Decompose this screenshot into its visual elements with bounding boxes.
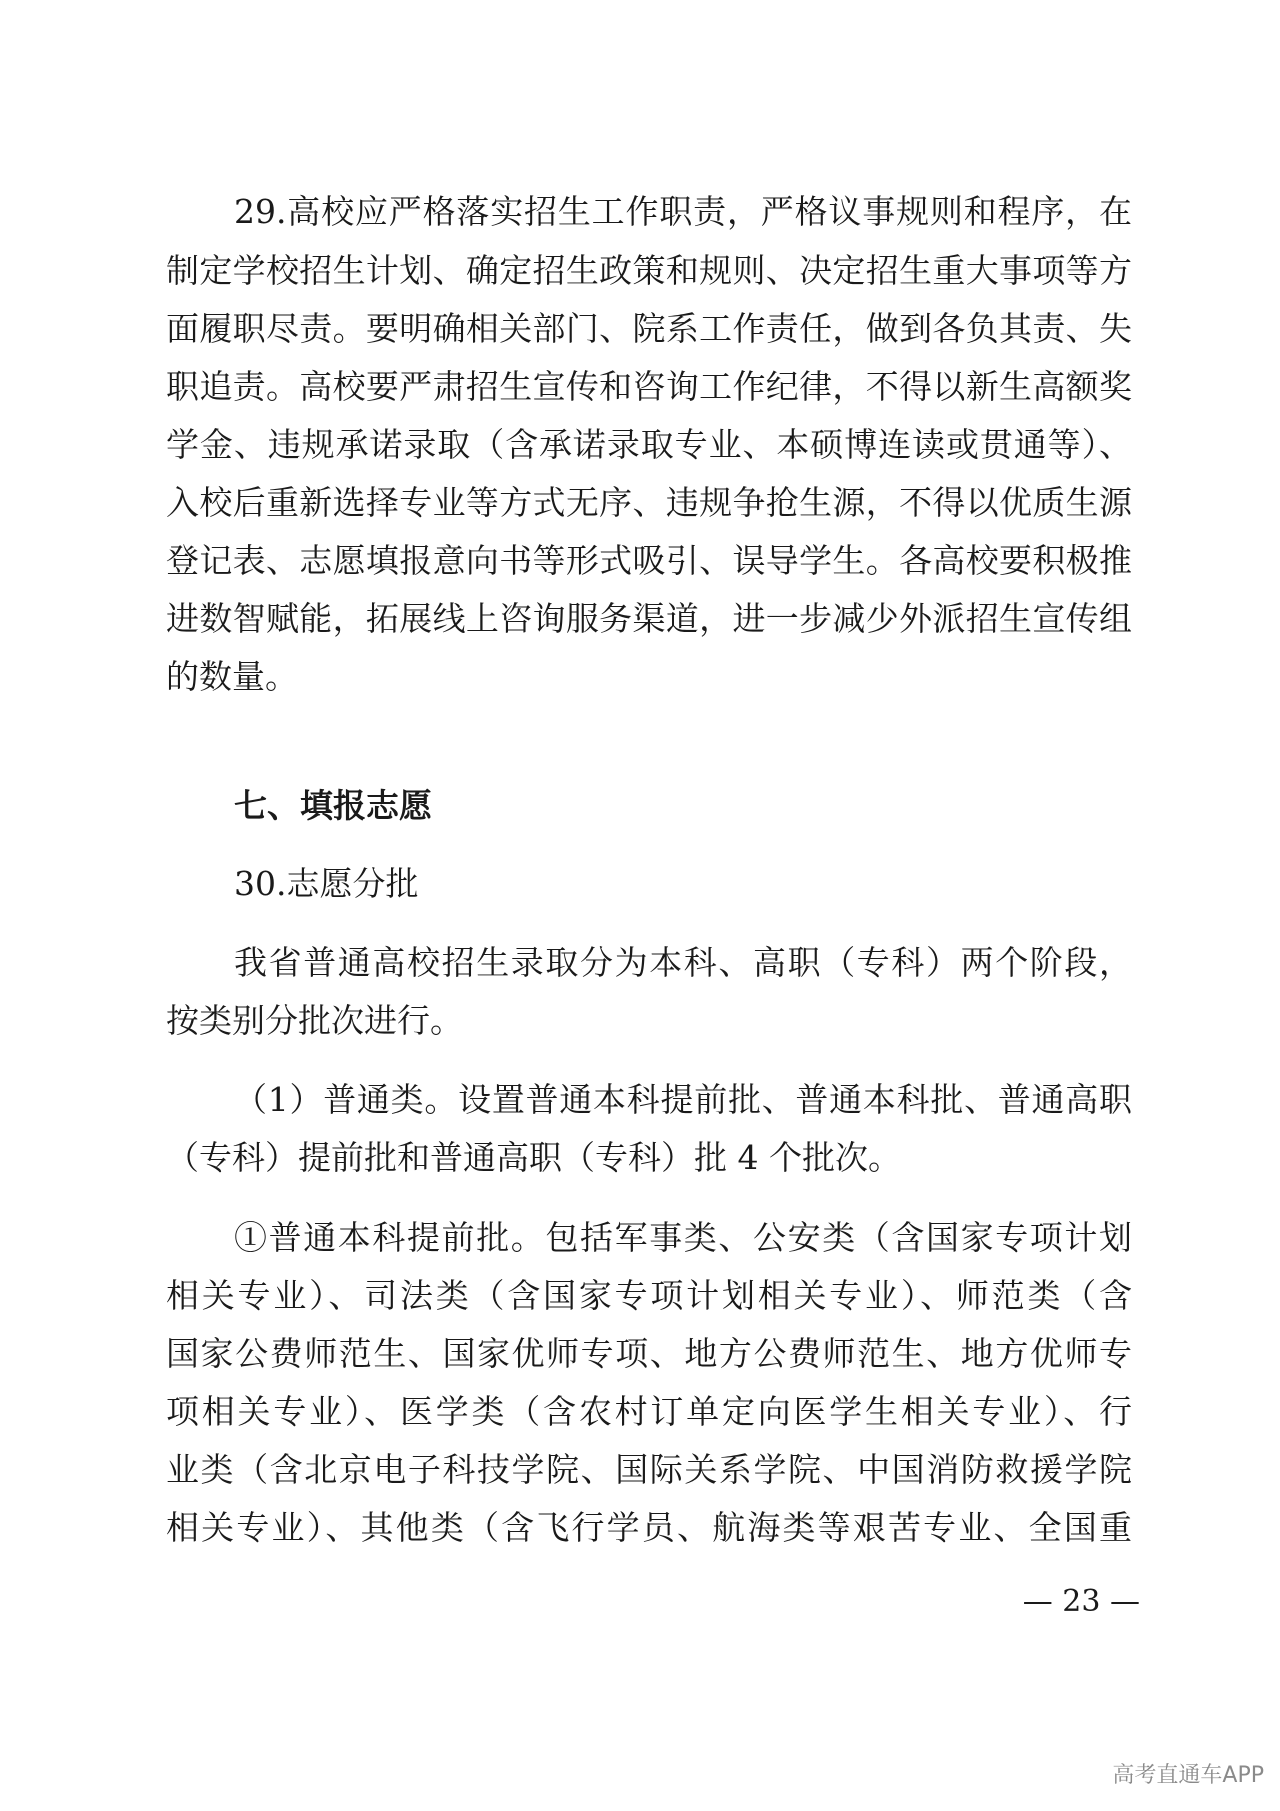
paragraph-30-line-2: 按类别分批次进行。 xyxy=(166,1001,463,1040)
paragraph-1-line-2: （专科）提前批和普通高职（专科）批 4 个批次。 xyxy=(166,1138,901,1177)
watermark-text: 高考直通车APP xyxy=(1112,1763,1264,1788)
paragraph-29-line-7: 登记表、志愿填报意向书等形式吸引、误导学生。各高校要积极推 xyxy=(166,541,1132,580)
paragraph-circle1-line-4: 项相关专业）、医学类（含农村订单定向医学生相关专业）、行 xyxy=(166,1392,1132,1431)
paragraph-circle1-line-2: 相关专业）、司法类（含国家专项计划相关专业）、师范类（含 xyxy=(166,1276,1132,1315)
paragraph-29-line-3: 面履职尽责。要明确相关部门、院系工作责任，做到各负其责、失 xyxy=(166,309,1132,348)
paragraph-29-line-6: 入校后重新选择专业等方式无序、违规争抢生源，不得以优质生源 xyxy=(166,483,1132,522)
paragraph-1-line-1: （1）普通类。设置普通本科提前批、普通本科批、普通高职 xyxy=(234,1080,1132,1119)
paragraph-29-line-5: 学金、违规承诺录取（含承诺录取专业、本硕博连读或贯通等）、 xyxy=(166,425,1132,464)
paragraph-29-line-1: 29.高校应严格落实招生工作职责，严格议事规则和程序，在 xyxy=(234,192,1132,231)
paragraph-circle1-line-5: 业类（含北京电子科技学院、国际关系学院、中国消防救援学院 xyxy=(166,1450,1132,1489)
paragraph-29-line-2: 制定学校招生计划、确定招生政策和规则、决定招生重大事项等方 xyxy=(166,251,1132,290)
paragraph-circle1-line-3: 国家公费师范生、国家优师专项、地方公费师范生、地方优师专 xyxy=(166,1334,1132,1373)
subheading-30: 30.志愿分批 xyxy=(234,864,419,903)
paragraph-circle1-line-6: 相关专业）、其他类（含飞行学员、航海类等艰苦专业、全国重 xyxy=(166,1508,1132,1547)
page-number: — 23 — xyxy=(1022,1584,1140,1619)
paragraph-29-line-4: 职追责。高校要严肃招生宣传和咨询工作纪律，不得以新生高额奖 xyxy=(166,367,1132,406)
paragraph-29-line-8: 进数智赋能，拓展线上咨询服务渠道，进一步减少外派招生宣传组 xyxy=(166,599,1132,638)
section-heading: 七、填报志愿 xyxy=(234,786,432,825)
paragraph-30-line-1: 我省普通高校招生录取分为本科、高职（专科）两个阶段， xyxy=(234,943,1132,982)
paragraph-29-line-9: 的数量。 xyxy=(166,657,298,696)
paragraph-circle1-line-1: ①普通本科提前批。包括军事类、公安类（含国家专项计划 xyxy=(234,1218,1132,1257)
